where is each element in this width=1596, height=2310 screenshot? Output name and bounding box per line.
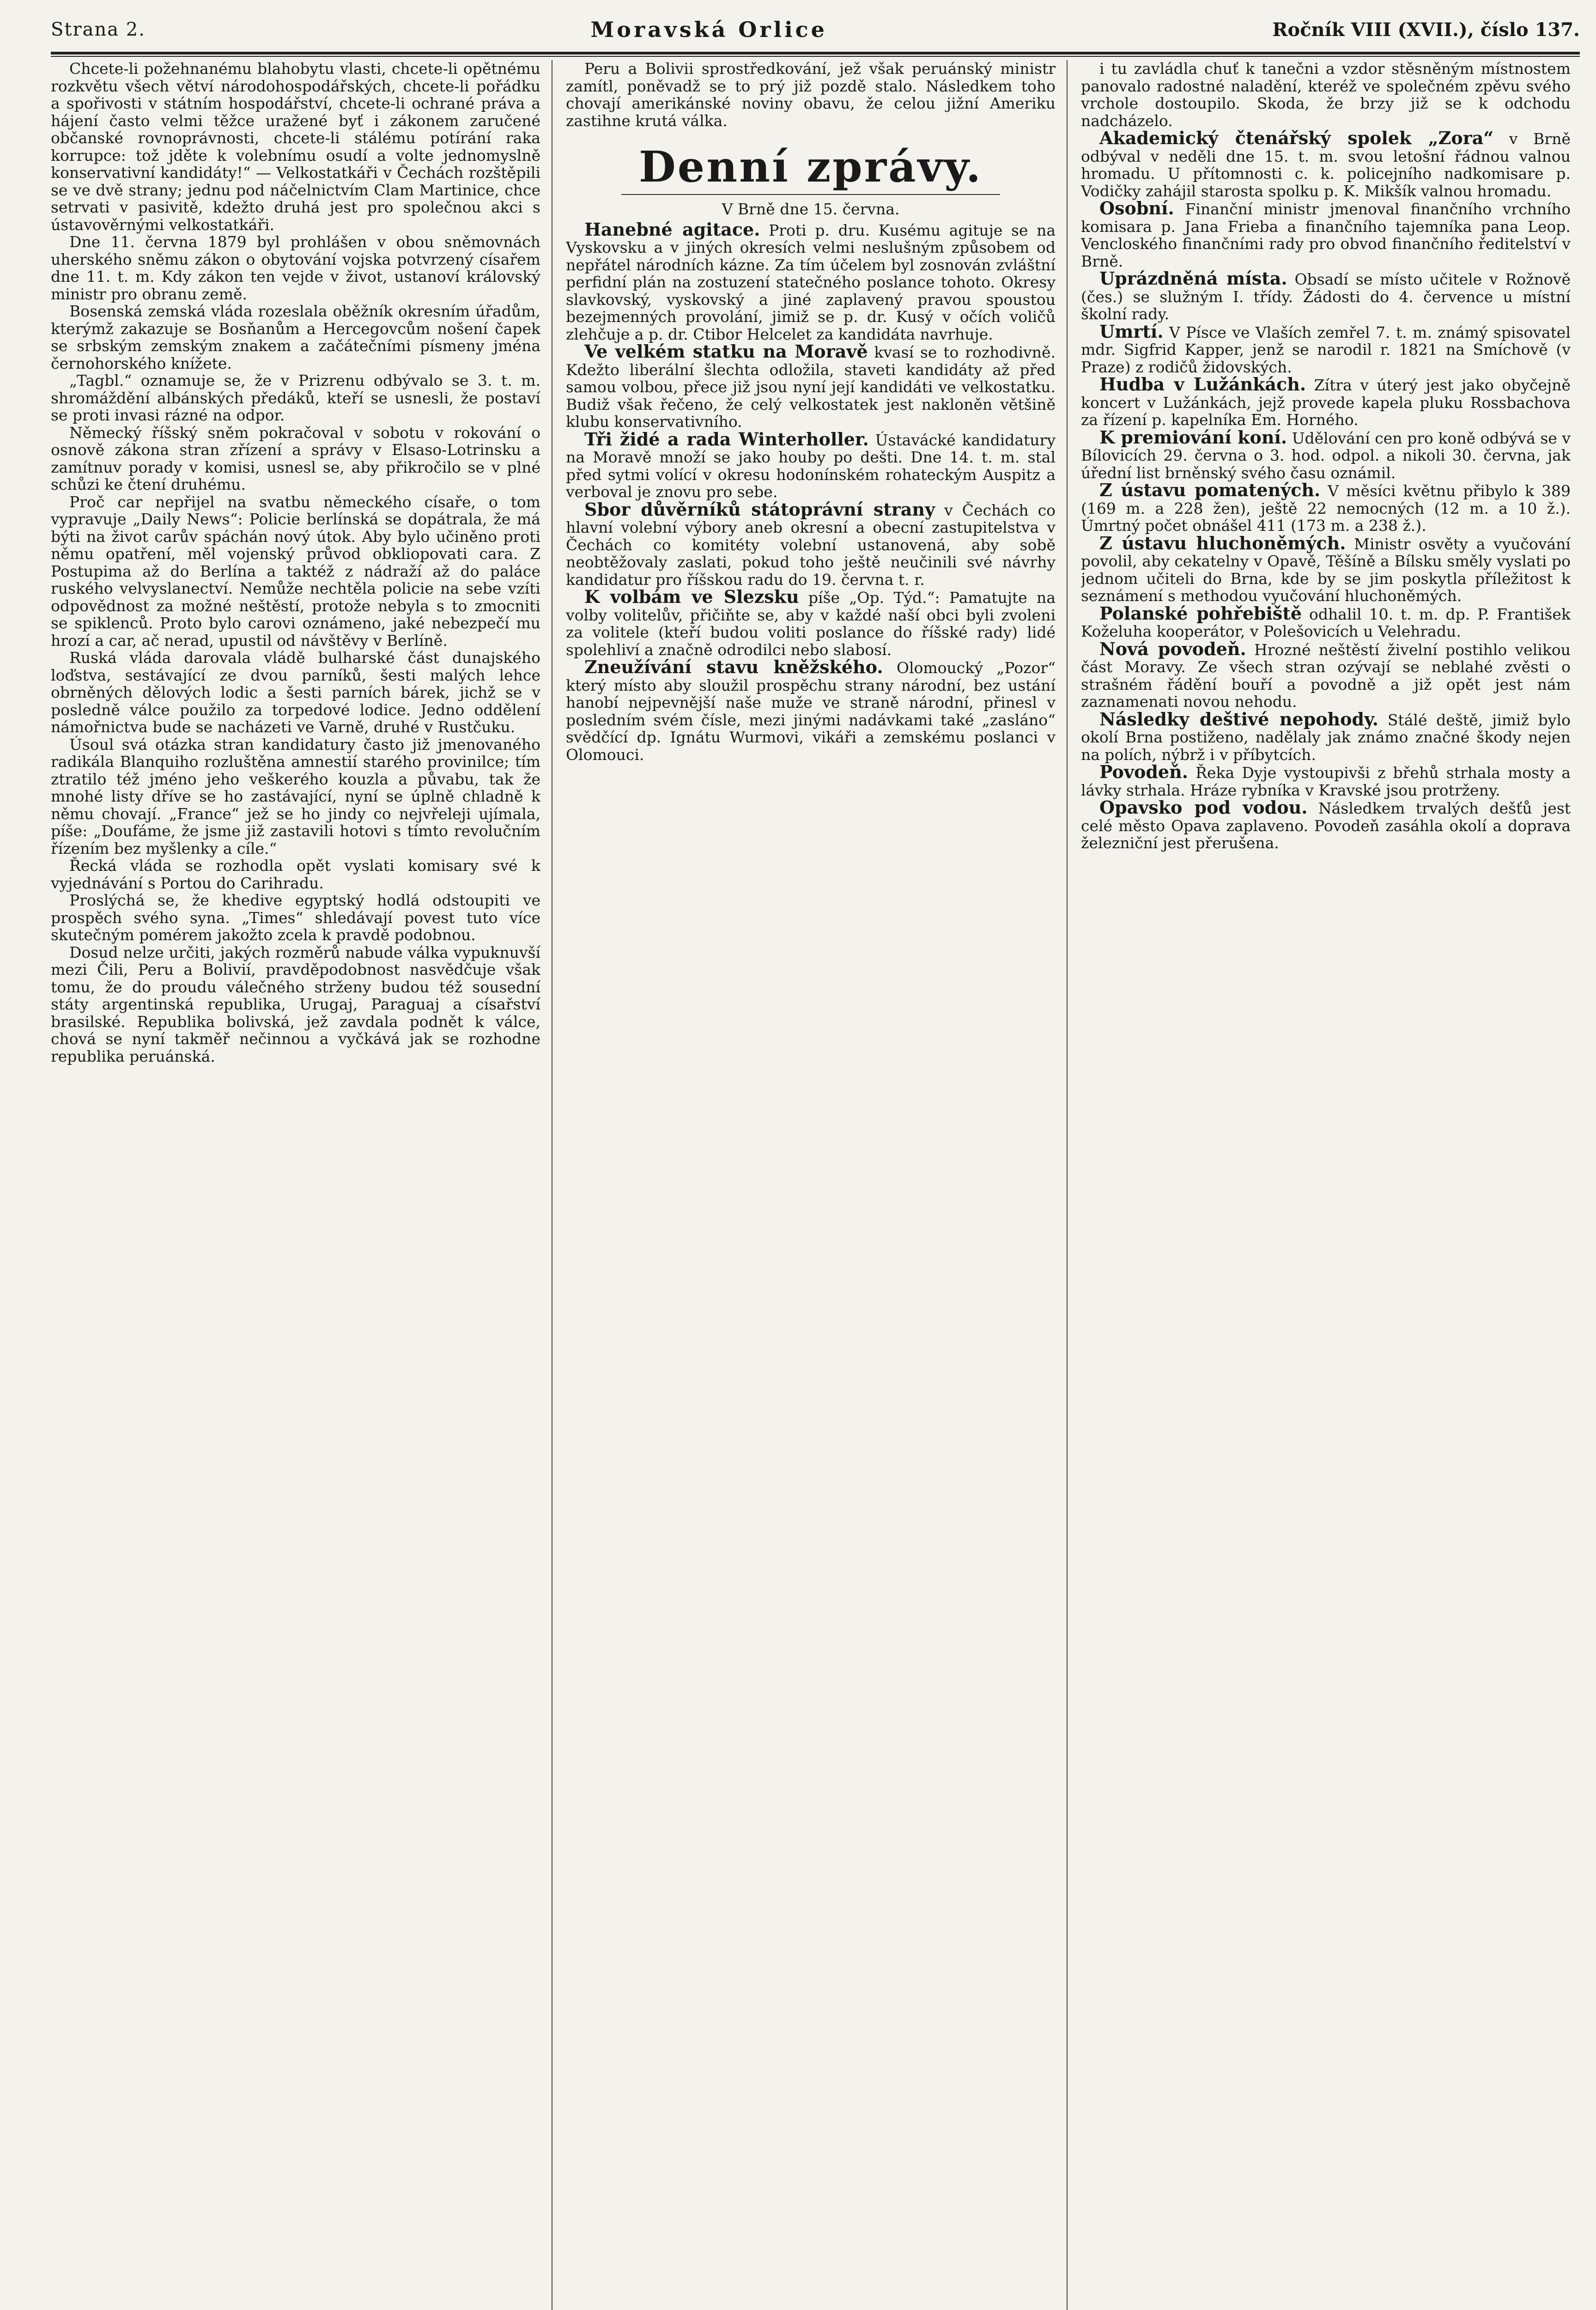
column-1 bbox=[51, 60, 540, 2310]
news-body: Finanční ministr jmenoval finančního vrchního komisara p. Jana Frieba a finančního tajemníka pana Leop. Vencloského finančními rady pro obvod finančního ředitelství v Brně. bbox=[1081, 200, 1571, 270]
article-paragraph: Proslýchá se, že khedive egyptský hodlá odstoupiti ve prospěch svého syna. „Times“ shledávají povest tuto více skutečným pomérem jakožto zcela k pravdě podobnou. bbox=[51, 891, 540, 944]
header-rule bbox=[51, 52, 1580, 55]
news-headline: Hudba v Lužánkách. bbox=[1099, 374, 1306, 395]
news-headline: Z ústavu hluchoněmých. bbox=[1099, 532, 1346, 553]
article-paragraph: Peru a Bolivii sprostředkování, jež však peruánský ministr zamítl, poněvadž se to prý již pozdě stalo. Následkem toho chovají amerikánské noviny obavu, že celou jižní Ameriku zastihne krutá válka. bbox=[566, 60, 1056, 130]
news-item bbox=[1081, 799, 1571, 852]
news-headline: Akademický čtenářský spolek „Zora“ bbox=[1099, 128, 1494, 148]
news-body: Proti p. dru. Kusému agituje se na Vyskovsku a v jiných okresích velmi neslušným způsobem od nepřátel národních kázne. Za tím účelem byl zosnován zvláštní perfidní plán na zostuzení statečného poslance tohoto. Okresy slavkovský, vyskovský a jiné zaplavený pravou spoustou bezejmenných provolání, jimiž se p. dr. Kusý v očích voličů zlehčuje a p. dr. Ctibor Helcelet za kandidáta navrhuje. bbox=[566, 221, 1056, 343]
column-3 bbox=[1081, 60, 1571, 2310]
news-item bbox=[1081, 532, 1571, 605]
news-headline: K volbám ve Slezsku bbox=[584, 586, 799, 607]
news-body: v Čechách co hlavní volební výbory aneb okresní a obecní zastupitelstva v Čechách co komitéty volební ustanovená, aby sobě neobtěžovaly zaslati, pokud toho ještě neučinili své návrhy kandidatur pro říšskou radu do 19. června t. r. bbox=[566, 501, 1056, 589]
column-divider bbox=[1067, 60, 1068, 2310]
article-paragraph: Chcete-li požehnanému blahobytu vlasti, chcete-li opětnému rozkvětu všech větví národohospodářských, chcete-li pořádku a spořivosti v státním hospodářství, chcete-li ochrané práva a hájení často velmi těžce uražené byť i zákonem zaručené občanské rovnoprávnosti, chcete-li stálému potírání raka korrupce: tož jděte k volebnímu osudí a volte jednomyslně konservativní kandidáty!“ — Velkostatkáři v Čechách rozštěpili se ve dvě strany; jednu pod náčelnictvím Clam Martinice, chce setrvati v pasivitě, kdežto druhá jest pro společnou akci s ústavověrnými velkostatkáři. bbox=[51, 60, 540, 234]
section-title: Denní zprávy. bbox=[638, 142, 983, 192]
news-item bbox=[1081, 481, 1571, 535]
news-item bbox=[1081, 426, 1571, 482]
section-rule bbox=[621, 194, 1000, 195]
news-body: Zítra v úterý jest jako obyčejně koncert v Lužánkách, jejž provede kapela pluku Rossbachova za řízení p. kapelníka Em. Horného. bbox=[1081, 376, 1571, 429]
news-item bbox=[1081, 708, 1571, 764]
article-paragraph: Řecká vláda se rozhodla opět vyslati komisary své k vyjednávání s Portou do Carihradu. bbox=[51, 857, 540, 892]
news-body: Ústavácké kandidatury na Moravě množí se jako houby po dešti. Dne 14. t. m. stal před sytmi volící v okresu hodonínském rohateckým Auspitz a verboval je znovu pro sebe. bbox=[566, 431, 1056, 501]
page-header bbox=[51, 6, 1580, 53]
news-body: Hrozné neštěstí živelní postihlo velikou část Moravy. Ze všech stran ozývají se neblahé zvěsti o strašném řádění bouří a povodně a již opět jest nám zaznamenati novou nehodu. bbox=[1081, 640, 1571, 711]
news-item bbox=[1081, 602, 1571, 640]
article-paragraph: Německý říšský sněm pokračoval v sobotu v rokování o osnově zákona stran zřízení a správy v Elsaso-Lotrinsku a zamítnuv porady v komisi, usnesl se, aby přikročilo se v plné schůzi ke čtení druhému. bbox=[51, 423, 540, 493]
news-headline: Polanské pohřebiště bbox=[1099, 602, 1302, 624]
dateline: V Brně dne 15. června. bbox=[722, 200, 900, 218]
header-rule-thin bbox=[51, 56, 1580, 57]
news-item bbox=[1081, 763, 1571, 799]
news-body: Olomoucký „Pozor“ který místo aby sloužil prospěchu strany národní, bez ustání hanobí nejpevnější naše muže ve straně národní, přinesl v posledním svém čísle, mezi jinými nadávkami také „zasláno“ svědčící dp. Ignátu Wurmovi, vikáři a zemskému poslanci v Olomouci. bbox=[566, 659, 1056, 764]
news-body: kvasí se to rozhodivně. Kdežto liberální šlechta odložila, staveti kandidáty až před samou volbou, přece již jsou nyní její kandidáti ve velkostatku. Budiž však řečeno, že celý velkostatek jest nakloněn většině klubu konservativního. bbox=[566, 343, 1056, 431]
news-headline: Z ústavu pomatených. bbox=[1099, 480, 1321, 500]
article-paragraph: Dne 11. června 1879 byl prohlášen v obou sněmovnách uherského sněmu zákon o obytování vojska potvrzený císařem dne 11. t. m. Kdy zákon ten vejde v život, ustanoví královský ministr pro obranu země. bbox=[51, 233, 540, 303]
news-item bbox=[566, 343, 1056, 431]
news-item bbox=[566, 428, 1056, 501]
news-body: V měsíci květnu přibylo k 389 (169 m. a 228 žen), ještě 22 nemocných (12 m. a 10 ž.). Úmrtný počet obnášel 411 (173 m. a 238 ž.). bbox=[1081, 482, 1571, 535]
news-headline: Osobní. bbox=[1099, 198, 1174, 219]
news-headline: Následky deštivé nepohody. bbox=[1099, 708, 1379, 729]
news-item bbox=[1081, 323, 1571, 376]
news-headline: Zneužívání stavu kněžského. bbox=[584, 657, 883, 677]
news-body: odhalil 10. t. m. dp. P. František Koželuha kooperátor, v Polešovicích u Velehradu. bbox=[1081, 605, 1571, 640]
article-paragraph: i tu zavládla chuť k tanečni a vzdor stěsněným místnostem panovalo radostné naladění, kteréž ve společném zpěvu svého vrchole dostoupilo. Skoda, že brzy již se k odchodu nadcházelo. bbox=[1081, 60, 1571, 130]
news-body: Udělování cen pro koně odbývá se v Bílovicích 29. června o 3. hod. odpol. a nikoli 30. června, jak úřední list brněnský svého času oznámil. bbox=[1081, 429, 1571, 482]
news-body: Obsadí se místo učitele v Rožnově (čes.) se služným I. třídy. Žádosti do 4. července u místní školní rady. bbox=[1081, 270, 1571, 323]
news-body: v Brně odbýval v neděli dne 15. t. m. svou letošní řádnou valnou hromadu. U přítomnosti c. k. policejního nadkomisare p. Vodičky zahájil starosta spolku p. K. Mikšík valnou hromadu. bbox=[1081, 130, 1571, 200]
masthead: Moravská Orlice bbox=[590, 17, 827, 42]
news-headline: Ve velkém statku na Moravě bbox=[584, 341, 868, 362]
news-headline: Sbor důvěrníků státoprávní strany bbox=[584, 498, 935, 520]
column-2 bbox=[566, 60, 1056, 2310]
news-headline: Nová povodeň. bbox=[1099, 638, 1246, 659]
news-body: Ministr osvěty a vyučování povolil, aby cekatelny v Opavě, Těšíně a Bílsku směly vyslati po jednom učiteli do Brna, kde by se jim poskytla příležitost k seznámení s methodou vyučování hluchoněmých. bbox=[1081, 535, 1571, 605]
article-paragraph: Ruská vláda darovala vládě bulharské část dunajského loďstva, sestávající ze dvou parníků, šesti malých lehce obrněných dělových lodic a šesti parních bárek, jichž se v posledně válce použilo za torpedové lodice. Jedno oddělení námořnictva bude se nacházeti ve Varně, druhé v Rustčuku. bbox=[51, 649, 540, 736]
news-body: V Písce ve Vlaších zemřel 7. t. m. známý spisovatel mdr. Sigfrid Kapper, jenž se narodil r. 1821 na Smíchově (v Praze) z rodičů židovských. bbox=[1081, 323, 1571, 376]
news-headline: Hanebné agitace. bbox=[584, 219, 760, 240]
news-item bbox=[566, 498, 1056, 589]
news-item bbox=[1081, 129, 1571, 200]
news-item bbox=[1081, 200, 1571, 270]
page-number: Strana 2. bbox=[51, 19, 146, 40]
news-headline: Umrtí. bbox=[1099, 321, 1164, 342]
issue-info: Ročník VIII (XVII.), číslo 137. bbox=[1272, 18, 1580, 41]
news-headline: Tři židé a rada Winterholler. bbox=[584, 428, 869, 450]
news-item bbox=[566, 221, 1056, 343]
news-body: píše „Op. Týd.“: Pamatujte na volby volitelův, přičiňte se, aby v každé naší obci byli zvoleni za volitele (kteří budou voliti poslance do říšské rady) lidé spolehliví a značně odrodilci nebo slabosí. bbox=[566, 589, 1056, 659]
news-item bbox=[1081, 376, 1571, 429]
news-item bbox=[1081, 640, 1571, 711]
news-item bbox=[566, 588, 1056, 658]
article-paragraph: Úsoul svá otázka stran kandidatury často již jmenovaného radikála Blanquiho rozluštěna amnestií starého provinilce; tím ztratilo též jméno jeho veškerého kouzla a půvabu, tak že mnohé listy dříve se ho zastávající, nyní se úplně chladně k němu chovají. „France“ jež se ho jindy co nejvřeleji ujímala, píše: „Doufáme, že jsme již zastavili hotovi s tímto revolučním řízením bez myšlenky a cíle.“ bbox=[51, 735, 540, 857]
news-body: Řeka Dyje vystoupivši z břehů strhala mosty a lávky strhala. Hráze rybníka v Kravské jsou protrženy. bbox=[1081, 764, 1571, 799]
news-item bbox=[1081, 270, 1571, 323]
news-item bbox=[566, 658, 1056, 763]
news-headline: Povodeň. bbox=[1099, 761, 1188, 782]
news-headline: Opavsko pod vodou. bbox=[1099, 797, 1308, 818]
article-paragraph: „Tagbl.“ oznamuje se, že v Prizrenu odbývalo se 3. t. m. shromáždění albánských předáků, kteří se usnesli, že postaví se proti invasi rázné na odpor. bbox=[51, 371, 540, 424]
news-body: Stálé deště, jimiž bylo okolí Brna postiženo, nadělaly jak známo značné škody nejen na polích, nýbrž i v příbytcích. bbox=[1081, 711, 1571, 764]
article-paragraph: Dosud nelze určiti, jakých rozměrů nabude válka vypuknuvší mezi Čili, Peru a Bolivií, pravděpodobnost nasvědčuje však tomu, že do proudu válečného strženy budou též sousední státy argentinská republika, Urugaj, Paraguaj a císařství brasilské. Republika bolivská, jež zavdala podnět k válce, chová se nyní takměř nečinnou a vyčkává jak se rozhodne republika peruánská. bbox=[51, 943, 540, 1065]
news-headline: K premiování koní. bbox=[1099, 426, 1287, 448]
news-headline: Uprázdněná místa. bbox=[1099, 268, 1287, 289]
article-paragraph: Bosenská zemská vláda rozeslala oběžník okresním úřadům, kterýmž zakazuje se Bosňanům a Hercegovcům nošení čapek se srbským zemským znakem a začátečními písmeny jména černohorského knížete. bbox=[51, 302, 540, 372]
news-body: Následkem trvalých dešťů jest celé město Opava zaplaveno. Povodeň zasáhla okolí a doprava železniční jest přerušena. bbox=[1081, 799, 1571, 852]
article-paragraph: Proč car nepřijel na svatbu německého císaře, o tom vypravuje „Daily News“: Policie berlínská se dopátrala, že má býti na život carův spáchán nový útok. Aby bylo učiněno proti němu opatření, měl vojenský průvod obkliopovati cara. Z Postupima až do Berlína a taktéž z nádraží až do paláce ruského velvyslanectví. Nemůže nechtěla policie na sebe vzíti odpovědnost za možné neštěstí, protože nebyla s to zmocniti se spiklenců. Proto bylo carovi oznámeno, jaké nebezpečí mu hrozí a car, ač nerad, upustil od návštěvy v Berlíně. bbox=[51, 492, 540, 650]
